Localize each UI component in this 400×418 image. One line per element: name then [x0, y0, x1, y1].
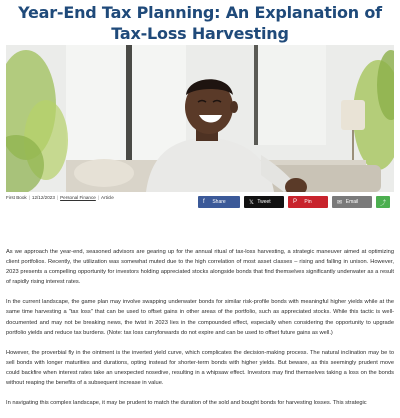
- share-button-label: Share: [212, 199, 226, 205]
- article-body: [6, 247, 394, 418]
- meta-separator: |: [97, 195, 100, 200]
- body-paragraph: In navigating this complex landscape, it may be prudent to match the duration of the sold and bought bonds for harvesting losses. This strategic: [6, 400, 367, 407]
- email-button-label: Email: [345, 199, 359, 205]
- facebook-icon: f: [203, 199, 205, 205]
- body-paragraph: In the current landscape, the game plan may involve swapping underwater bonds for similar risk-profile bonds with meaningful higher yields while at the same time harvesting a "tax loss" that can be used to offset gains in other areas of the portfolio, such as appreciated stocks. While this tactic is well-documented and may not be breaking news, the twist in 2023 lies in the compounded effect, especially when considering the opportunity to upgrade portfolio yields and reduce tax burdens. (Note: tax loss carryforwards do not expire and can be used to offset future gains as well.): [6, 299, 394, 336]
- meta-separator: |: [28, 195, 30, 200]
- hero-image: [6, 45, 394, 192]
- email-button[interactable]: [332, 196, 372, 208]
- tweet-button[interactable]: [244, 196, 284, 208]
- article-meta: [6, 195, 114, 201]
- x-twitter-icon: 𝕏: [249, 199, 254, 206]
- meta-separator: |: [56, 195, 59, 200]
- pin-button[interactable]: [288, 196, 328, 208]
- share-bar: [198, 196, 390, 208]
- email-icon: ✉: [337, 199, 343, 206]
- tweet-button-label: Tweet: [257, 199, 271, 205]
- share-more-icon: ⤴: [379, 200, 386, 207]
- more-share-button[interactable]: [376, 196, 390, 208]
- meta-category-link[interactable]: Personal Finance: [60, 195, 96, 200]
- meta-type: Article: [101, 195, 114, 200]
- meta-date: 12/12/2023: [31, 195, 55, 200]
- meta-author: First Book: [6, 195, 27, 200]
- hero-photo-illustration: [6, 45, 394, 192]
- pin-button-label: Pin: [304, 199, 312, 205]
- body-paragraph: However, the proverbial fly in the ointment is the inverted yield curve, which complicates the decision-making process. The natural inclination may be to sell bonds with longer maturities and durations, opting instead for shorter-term bonds with higher yields. But beware, as this seemingly prudent move could backfire when interest rates take an unexpected nosedive, resulting in a whipsaw effect. Investors may find themselves taking a loss on the bonds without reaping the benefits of a subsequent increase in value.: [6, 349, 394, 387]
- pinterest-icon: P: [293, 199, 298, 205]
- body-paragraph: As we approach the year-end, seasoned advisors are gearing up for the annual ritual of tax-loss harvesting, a strategic maneuver aimed at optimizing client portfolios. Recently, the utilization was somewhat muted due to the high correlation of most asset classes – rising and falling in unison. However, 2023 presents a compelling opportunity for investors holding appreciated stocks alongside bonds that find themselves significantly underwater as a result of rapidly rising interest rates.: [6, 249, 394, 286]
- facebook-share-button[interactable]: [198, 196, 240, 208]
- article-title: Year-End Tax Planning: An Explanation of Tax-Loss Harvesting: [18, 3, 382, 43]
